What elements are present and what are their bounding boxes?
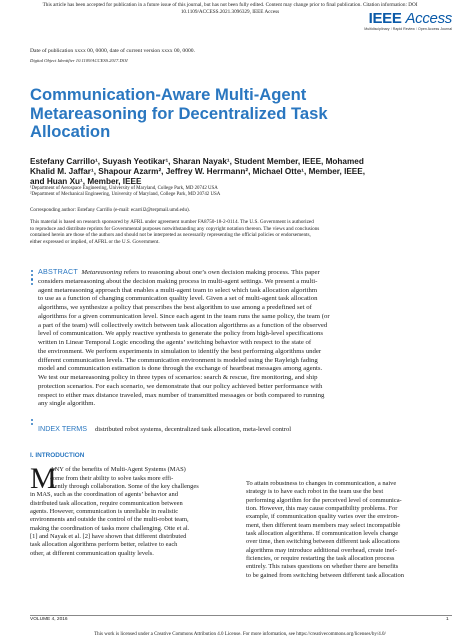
authors-line-3: and Huan Xu¹, Member, IEEE [30,177,142,187]
funding-line-1: This material is based on research sponsored by AFRL under agreement number FA8750-18-2-0114. The U.S. Government is authorized [30,219,314,225]
intro-left-line: environments and outside the control of the multi-robot team, [30,516,189,524]
abstract-line: different communication levels. The communication environment is modeled using the Rayleigh fading [38,356,318,364]
intro-left-line: come from their ability to solve tasks more effi- [50,474,174,482]
drop-cap: M [30,462,57,496]
affiliation-1: ¹Department of Aerospace Engineering, University of Maryland, College Park, MD 20742 USA [30,186,218,191]
abstract-line: a part of the team) will collectively switch between task allocation algorithms as a function of the observed [38,321,328,329]
title-line-2: Metareasoning for Decentralized Task [30,103,328,123]
abstract-line: model and communication estimation is done through the exchange of heartbeat messages among agents. [38,365,323,373]
abstract-line: respect to either max distance traveled, max number of transmitted messages or both compared to running [38,391,325,399]
abstract-first-line [38,268,452,278]
abstract-dots-icon [30,270,36,287]
authors-line-1: Estefany Carrillo¹, Suyash Yeotikar¹, Sharan Nayak¹, Student Member, IEEE, Mohamed [30,157,364,166]
abstract-line: algorithms for a given communication level. Since each agent in the team runs the same policy, the team (or [38,312,330,320]
funding-statement [30,219,450,245]
intro-left-line: other, at different communication quality levels. [30,549,154,557]
abstract-line: We test our metareasoning policy in three types of scenarios: search & rescue, fire monitoring, and ship [38,374,318,381]
affiliation-2: ²Department of Mechanical Engineering, University of Maryland, College Park, MD 20742 USA [30,192,221,198]
intro-right-text [246,480,452,580]
intro-left-line: in MAS, such as the coordination of agents’ behavior and [30,491,178,499]
author-list [30,157,450,188]
abstract-line: written in Linear Temporal Logic encoding the agents’ switching behavior with respect to the state of [38,339,312,346]
intro-right-line: ficiencies, or require restarting the task allocation process [246,555,395,563]
paper-title [30,86,410,142]
intro-right-line: strategy is to have each robot in the team use the best [246,488,384,496]
intro-right-line: over time, then switching between different task allocations [246,538,400,546]
left-column [30,452,236,578]
index-dots-icon [30,419,33,427]
index-terms-label: INDEX TERMS [38,424,87,433]
intro-left-line: ciently through collaboration. Some of the key challenges [50,483,199,491]
intro-right-line: algorithms may introduce additional overhead, create inef- [246,546,398,554]
footer-divider [30,615,452,616]
top-notice [40,2,420,16]
corresponding-author: Corresponding author: Estefany Carrillo (e-mail: ecarril2@terpmail.umd.edu). [30,207,191,213]
footer-volume: VOLUME 4, 2016 [30,617,68,622]
notice-line-2: 10.1109/ACCESS.2021.3096329, IEEE Access [180,9,280,15]
title-line-3: Allocation [30,122,111,142]
intro-right-line: example, if communication quality varies over the environ- [246,513,400,521]
intro-left-line: task allocation algorithms perform better, relative to each [30,541,178,549]
logo-tagline: Multidisciplinary ⁝ Rapid Review ⁝ Open Access Journal [364,27,452,31]
abstract-first-em: Metareasoning [81,269,122,276]
notice-line-1: This article has been accepted for publication in a future issue of this journal, but has not been fully edited. Content may change prior to final publication. Citation information: DOI [42,2,418,8]
intro-right-line: entirely. This raises questions on whether there are benefits [246,563,399,571]
abstract-label: ABSTRACT [38,267,78,276]
intro-right-line: task allocation algorithms. If communication levels change [246,530,399,538]
affiliations [30,186,430,198]
intro-left-text [30,462,236,558]
intro-right-line: ment, then different team members may select incompatible [246,521,401,529]
intro-left-line: ANY of the benefits of Multi-Agent Systems (MAS) [50,466,186,474]
page-number: 1 [446,617,449,622]
section-heading-introduction: I. INTRODUCTION [30,452,85,459]
funding-line-3: contained herein are those of the authors and should not be interpreted as necessarily representing the official policies or endorsements, [30,232,311,238]
funding-line-4: either expressed or implied, of AFRL or the U.S. Government. [30,238,160,245]
intro-left-line: distributed task allocation, require communication between [30,499,183,507]
intro-right-line: to be gained from switching between different task allocation [246,571,404,579]
intro-right-line: tion. However, this may cause compatibility problems. For [246,505,398,513]
abstract-section [30,267,452,408]
journal-logo [364,10,452,31]
publication-date-line: Date of publication xxxx 00, 0000, date of current version xxxx 00, 0000. [30,48,195,54]
intro-right-line: performing algorithm for the perceived level of communica- [246,496,402,504]
intro-right-line: To attain robustness to changes in communication, a naive [246,480,397,487]
logo-access: Access [405,10,452,27]
abstract-line: the environment. We perform experiments in simulation to identify the best performing algorithms under [38,347,322,355]
title-line-1: Communication-Aware Multi-Agent [30,85,307,104]
abstract-first-rest: refers to reasoning about one’s own decision making process. This paper [121,269,320,276]
funding-line-2: to reproduce and distribute reprints for Governmental purposes notwithstanding any copyright notation thereon. The views and conclusions [30,225,320,232]
doi-line: Digital Object Identifier 10.1109/ACCESS.2017.DOI [30,58,128,63]
index-terms-text: distributed robot systems, decentralized task allocation, meta-level control [95,426,292,433]
authors-line-2: Khalid M. Jaffar¹, Shapour Azarm², Jeffrey W. Herrmann², Michael Otte¹, Member, IEEE, [30,167,366,177]
abstract-body [38,268,452,409]
abstract-line: agent metareasoning approach that enables a multi-agent team to select which task allocation algorithm [38,286,318,294]
abstract-line: any single algorithm. [38,400,96,408]
intro-left-line: [1] and Nayak et al. [2] have shown that different distributed [30,533,187,541]
abstract-line: protection scenarios. For each scenario, we demonstrate that our policy achieved better performance with [38,382,323,390]
intro-left-line: agents. However, communication is unreliable in realistic [30,508,179,516]
logo-ieee: IEEE [368,10,402,27]
abstract-line: to use as a function of changing communication quality level. Given a set of multi-agent task allocation [38,295,318,303]
abstract-line: level of communication. We apply reactive synthesis to generate the policy from high-level specifications [38,330,323,338]
license-notice: This work is licensed under a Creative Commons Attribution 4.0 License. For more information, see https://creativecommons.org/licenses/by/4.0/ [94,632,386,637]
abstract-line: algorithms, we synthesize a policy that prescribes the best algorithm to use among a predefined set of [38,304,312,311]
abstract-line: considers metareasoning about the decision making process in multi-agent settings. We present a multi- [38,277,318,285]
intro-left-line: making the coordination of tasks more challenging. Otte et al. [30,524,190,532]
